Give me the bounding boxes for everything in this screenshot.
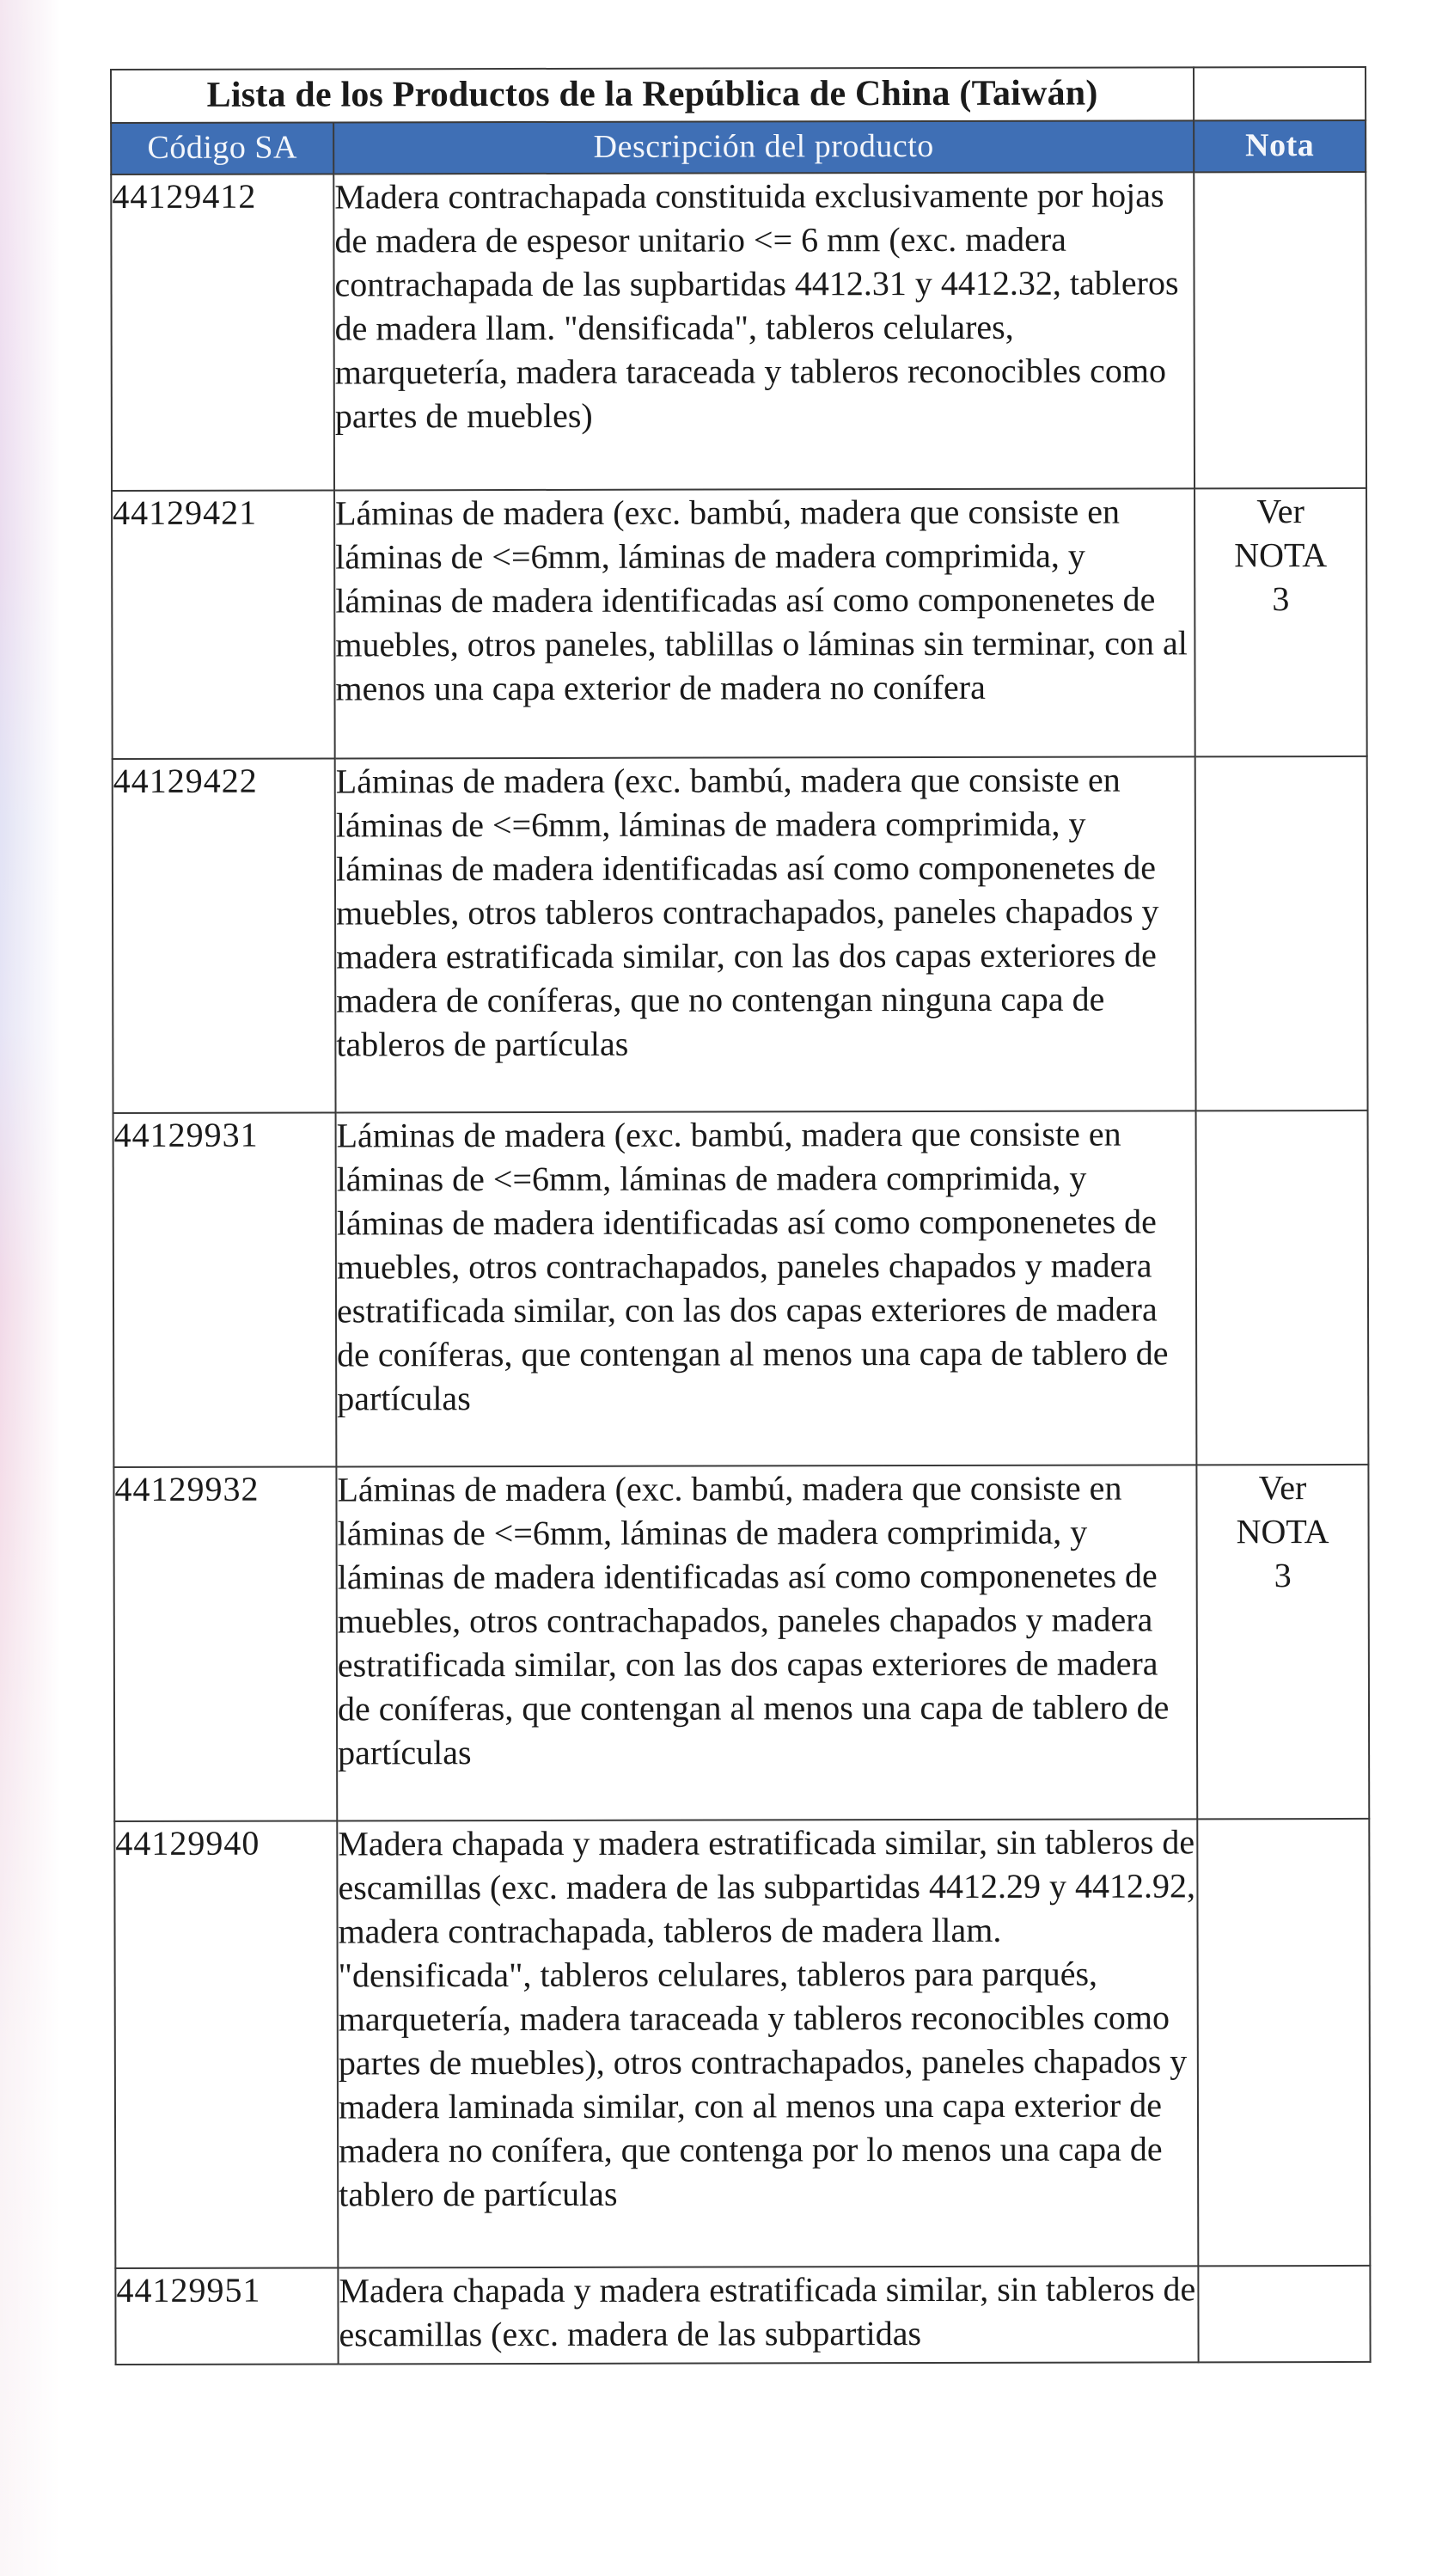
hs-code: 44129940 [114,1820,338,2268]
header-code: Código SA [111,122,333,174]
product-description: Láminas de madera (exc. bambú, madera que consiste en láminas de <=6mm, láminas de madera comprimida, y láminas de madera identificadas así como componenetes de muebles, otros tableros contrachapados, paneles chapados y madera estratificada similar, con las dos capas exteriores de madera de coníferas, que no contengan ninguna capa de tableros de partículas [335,756,1196,1112]
hs-code: 44129412 [111,174,334,491]
note-cell [1198,2266,1370,2362]
note-line-1: Ver [1258,1468,1307,1508]
table-title-row [111,67,1366,123]
header-note: Nota [1194,120,1366,172]
note-cell [1195,488,1367,756]
table-row [115,2266,1370,2365]
header-description: Descripción del producto [333,120,1194,174]
hs-code: 44129932 [113,1466,337,1821]
table-title: Lista de los Productos de la República de China (Taiwán) [111,67,1194,123]
hs-code: 44129931 [113,1112,337,1467]
table-row [112,488,1367,759]
product-description: Madera chapada y madera estratificada similar, sin tableros de escamillas (exc. madera de las subpartidas 4412.29 y 4412.92, madera contrachapada, tableros de madera llam. "densificada", tableros celulares, tableros para parqués, marquetería, madera taraceada y tableros reconocibles como partes de muebles), otros contrachapados, paneles chapados y madera laminada similar, con al menos una capa exterior de madera no conífera, que contenga por lo menos una capa de tablero de partículas [337,1819,1198,2267]
note-cell [1195,756,1368,1111]
product-description: Madera contrachapada constituida exclusivamente por hojas de madera de espesor unitario <= 6 mm (exc. madera contrachapada de las supbartidas 4412.31 y 4412.32, tableros de madera llam. "densificada", tableros celulares, marquetería, madera taraceada y tableros reconocibles como partes de muebles) [333,172,1195,490]
table-row [114,1819,1370,2268]
product-description: Láminas de madera (exc. bambú, madera que consiste en láminas de <=6mm, láminas de madera comprimida, y láminas de madera identificadas así como componenetes de muebles, otros contrachapados, paneles chapados y madera estratificada similar, con las dos capas exteriores de madera de coníferas, que contengan al menos una capa de tablero de partículas [336,1111,1197,1466]
table-row [113,1465,1369,1821]
note-line-2: NOTA [1236,1512,1329,1551]
hs-code: 44129951 [115,2267,338,2365]
note-line-3: 3 [1272,579,1290,619]
product-list-table [110,66,1372,2365]
table-row [113,1111,1369,1467]
note-cell [1196,1111,1369,1465]
title-blank-cell [1194,67,1366,120]
note-line-1: Ver [1256,492,1305,531]
product-description: Láminas de madera (exc. bambú, madera que consiste en láminas de <=6mm, láminas de madera comprimida, y láminas de madera identificadas así como componenetes de muebles, otros paneles, tablillas o láminas sin terminar, con al menos una capa exterior de madera no conífera [334,488,1195,758]
note-line-3: 3 [1274,1556,1292,1595]
table-row [111,172,1366,491]
table-row [113,756,1368,1113]
hs-code: 44129422 [113,758,336,1113]
note-line-2: NOTA [1234,535,1328,575]
note-cell [1194,172,1366,488]
note-cell [1197,1819,1370,2266]
product-description: Madera chapada y madera estratificada similar, sin tableros de escamillas (exc. madera de las subpartidas [338,2266,1198,2364]
hs-code: 44129421 [112,490,335,759]
product-description: Láminas de madera (exc. bambú, madera que consiste en láminas de <=6mm, láminas de madera comprimida, y láminas de madera identificadas así como componenetes de muebles, otros contrachapados, paneles chapados y madera estratificada similar, con las dos capas exteriores de madera de coníferas, que contengan al menos una capa de tablero de partículas [336,1465,1197,1820]
note-cell [1196,1465,1369,1819]
column-header-row [111,120,1366,174]
